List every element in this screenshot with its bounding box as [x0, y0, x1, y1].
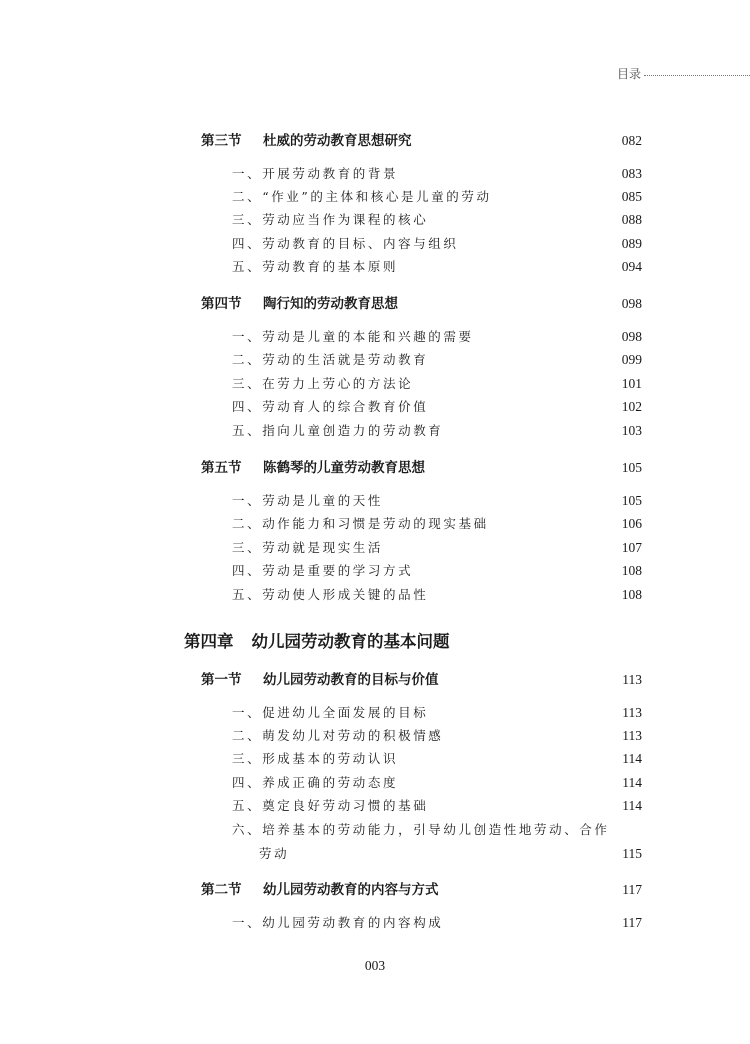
- toc-entry[interactable]: [232, 234, 642, 252]
- toc-chapter[interactable]: [184, 628, 450, 652]
- page-number: 114: [622, 751, 642, 766]
- page-number: 113: [622, 705, 642, 720]
- page-number: 115: [622, 846, 642, 861]
- entry-title: 四、劳动育人的综合教育价值: [232, 399, 429, 414]
- page-number: 106: [621, 516, 642, 531]
- entry-title: 三、形成基本的劳动认识: [232, 751, 399, 766]
- page-number: 107: [621, 540, 642, 555]
- page-number: 108: [621, 587, 642, 602]
- entry-title: 一、促进幼儿全面发展的目标: [232, 705, 429, 720]
- entry-title: 五、劳动教育的基本原则: [232, 259, 399, 274]
- toc-entry[interactable]: [232, 164, 642, 182]
- entry-title: 二、“作业”的主体和核心是儿童的劳动: [232, 189, 492, 204]
- toc-entry[interactable]: [232, 773, 642, 791]
- page-number: 094: [621, 259, 642, 274]
- entry-title: 三、劳动应当作为课程的核心: [232, 212, 429, 227]
- entry-title: 三、在劳力上劳心的方法论: [232, 376, 414, 391]
- entry-title: 一、幼儿园劳动教育的内容构成: [232, 915, 444, 930]
- toc-section[interactable]: [201, 129, 642, 149]
- page-number: 108: [621, 563, 642, 578]
- entry-title: 五、奠定良好劳动习惯的基础: [232, 798, 429, 813]
- toc-section[interactable]: [201, 456, 642, 476]
- section-title: 陈鹤琴的儿童劳动教育思想: [263, 460, 425, 476]
- toc-entry[interactable]: [232, 585, 642, 603]
- page-number: 113: [622, 728, 642, 743]
- page-number: 098: [621, 329, 642, 344]
- entry-title: 一、劳动是儿童的本能和兴趣的需要: [232, 329, 474, 344]
- entry-title: 四、养成正确的劳动态度: [232, 775, 399, 790]
- toc-entry[interactable]: [232, 210, 642, 228]
- toc-entry[interactable]: [232, 726, 642, 744]
- page-number: 117: [622, 915, 642, 930]
- page-number: 117: [622, 882, 642, 897]
- toc-entry[interactable]: [232, 796, 642, 814]
- section-number: 第二节: [201, 882, 242, 898]
- chapter-title: 幼儿园劳动教育的基本问题: [251, 632, 450, 651]
- entry-title: 三、劳动就是现实生活: [232, 540, 384, 555]
- page-number: 085: [621, 189, 642, 204]
- toc-entry[interactable]: [232, 327, 642, 345]
- page-folio: 003: [364, 958, 386, 973]
- toc-section[interactable]: [201, 292, 642, 312]
- page-number: 103: [621, 423, 642, 438]
- entry-title: 二、动作能力和习惯是劳动的现实基础: [232, 516, 489, 531]
- entry-title: 一、劳动是儿童的天性: [232, 493, 384, 508]
- entry-title: 二、萌发幼儿对劳动的积极情感: [232, 728, 444, 743]
- toc-entry[interactable]: [232, 538, 642, 556]
- page-number: 113: [622, 672, 642, 687]
- toc-entry[interactable]: [232, 749, 642, 767]
- section-title: 陶行知的劳动教育思想: [263, 296, 398, 312]
- toc-entry[interactable]: [232, 397, 642, 415]
- toc-entry[interactable]: [232, 561, 642, 579]
- section-number: 第三节: [201, 133, 242, 149]
- chapter-number: 第四章: [184, 632, 234, 651]
- entry-title: 四、劳动是重要的学习方式: [232, 563, 414, 578]
- entry-title: 五、劳动使人形成关键的品性: [232, 587, 429, 602]
- page-number: 101: [621, 376, 642, 391]
- section-title: 幼儿园劳动教育的目标与价值: [263, 672, 439, 688]
- page-number: 105: [621, 493, 642, 508]
- toc-entry[interactable]: [232, 491, 642, 509]
- toc-entry[interactable]: [232, 421, 642, 439]
- entry-title: 五、指向儿童创造力的劳动教育: [232, 423, 444, 438]
- leader-dots: [644, 74, 750, 76]
- toc-entry-wrapped[interactable]: [232, 820, 610, 838]
- entry-title-continued: 劳动: [259, 846, 290, 861]
- toc-entry-continuation[interactable]: [259, 844, 642, 862]
- section-number: 第四节: [201, 296, 242, 312]
- running-head-title: 目录: [617, 66, 642, 81]
- toc-entry[interactable]: [232, 374, 642, 392]
- toc-entry[interactable]: [232, 913, 642, 931]
- section-title: 幼儿园劳动教育的内容与方式: [263, 882, 439, 898]
- entry-title: 二、劳动的生活就是劳动教育: [232, 352, 429, 367]
- toc-entry[interactable]: [232, 257, 642, 275]
- page-number: 088: [621, 212, 642, 227]
- entry-title: 六、培养基本的劳动能力，引导幼儿创造性地劳动、合作: [232, 822, 610, 837]
- page-number: 098: [621, 296, 642, 311]
- running-head: [617, 64, 750, 82]
- page-number: 089: [621, 236, 642, 251]
- section-title: 杜威的劳动教育思想研究: [263, 133, 412, 149]
- entry-title: 四、劳动教育的目标、内容与组织: [232, 236, 459, 251]
- page-number: 082: [621, 133, 642, 148]
- toc-entry[interactable]: [232, 187, 642, 205]
- toc-section[interactable]: [201, 878, 642, 898]
- toc-entry[interactable]: [232, 350, 642, 368]
- page-number: 105: [621, 460, 642, 475]
- page-number: 114: [622, 775, 642, 790]
- page-number: 083: [621, 166, 642, 181]
- toc-section[interactable]: [201, 668, 642, 688]
- toc-entry[interactable]: [232, 514, 642, 532]
- entry-title: 一、开展劳动教育的背景: [232, 166, 399, 181]
- page-number: 099: [621, 352, 642, 367]
- page-number: 102: [621, 399, 642, 414]
- section-number: 第一节: [201, 672, 242, 688]
- toc-entry[interactable]: [232, 703, 642, 721]
- page-number: 114: [622, 798, 642, 813]
- section-number: 第五节: [201, 460, 242, 476]
